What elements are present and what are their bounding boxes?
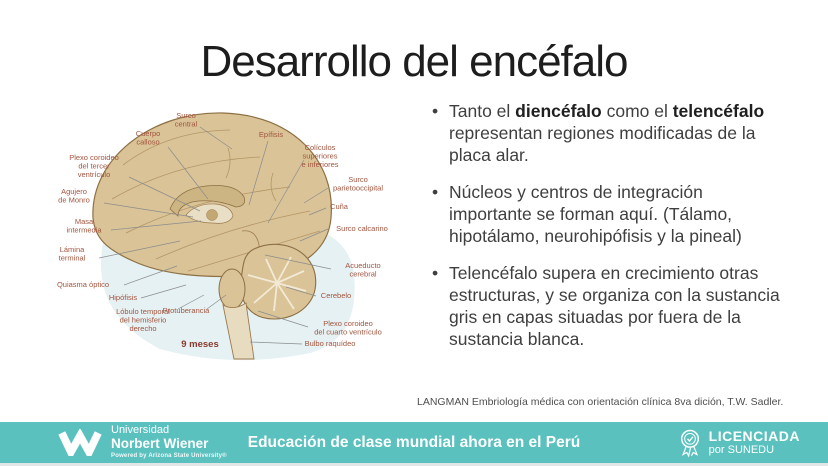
bullet-item-1: • Tanto el diencéfalo como el telencéfalo representan regiones modificadas de la placa alar. xyxy=(432,101,765,165)
diagram-label-11: Lámina terminal xyxy=(58,245,86,263)
diagram-label-6: Cuña xyxy=(330,202,348,211)
diagram-caption: 9 meses xyxy=(181,339,219,350)
diagram-label-7: Surco calcarino xyxy=(336,224,388,233)
university-name-line1: Universidad xyxy=(111,424,170,437)
footer-tagline: Educación de clase mundial ahora en el Perú xyxy=(247,433,581,451)
diagram-label-3: Epífisis xyxy=(258,130,284,139)
bullet-marker: • xyxy=(432,101,439,121)
brain-diagram xyxy=(28,103,428,373)
diagram-label-4: Colículos superiores e inferiores xyxy=(301,143,339,170)
page-title: Desarrollo del encéfalo xyxy=(200,37,628,86)
diagram-label-5: Surco parietooccipital xyxy=(332,175,384,193)
norbert-wiener-w-icon xyxy=(58,429,102,456)
license-label: LICENCIADA xyxy=(708,427,800,444)
bullet-item-2: • Núcleos y centros de integración importante se forman aquí. (Tálamo, hipotálamo, neurohipófisis y la pineal) xyxy=(432,182,742,246)
powered-by-text: Powered by Arizona State University® xyxy=(111,453,227,460)
university-logo xyxy=(58,425,227,459)
diagram-label-2: Cuerpo calloso xyxy=(135,129,161,147)
diagram-label-13: Hipófisis xyxy=(108,293,138,302)
citation-text: LANGMAN Embriología médica con orientación clínica 8va dición, T.W. Sadler. xyxy=(417,396,784,408)
diagram-label-16: Acueducto cerebral xyxy=(345,261,381,279)
diagram-label-8: Plexo coroideo del tercer ventrículo xyxy=(69,153,119,180)
footer-bar xyxy=(0,422,828,463)
bullet-list xyxy=(432,100,784,350)
diagram-label-10: Masa intermedia xyxy=(66,217,102,235)
license-issuer: por SUNEDU xyxy=(708,444,775,457)
university-name-line2: Norbert Wiener xyxy=(111,436,209,452)
bullet-marker: • xyxy=(432,263,439,283)
diagram-label-17: Cerebelo xyxy=(320,291,352,300)
diagram-label-19: Bulbo raquídeo xyxy=(304,339,356,348)
diagram-label-9: Agujero de Monro xyxy=(58,187,90,205)
brain-sagittal-illustration xyxy=(28,103,428,373)
sunedu-license-badge xyxy=(678,427,800,458)
diagram-label-15: Protuberancia xyxy=(162,306,210,315)
diagram-label-12: Quiasma óptico xyxy=(56,280,110,289)
diagram-label-18: Plexo coroideo del cuarto ventrículo xyxy=(314,319,382,337)
medal-check-icon xyxy=(678,427,702,458)
bullet-marker: • xyxy=(432,182,439,202)
bullet-item-3: • Telencéfalo supera en crecimiento otras estructuras, y se organiza con la sustancia gris en capas situadas por fuera de la sustancia blanca. xyxy=(432,263,780,349)
diagram-label-14: Lóbulo temporal del hemisferio derecho xyxy=(116,307,170,334)
bullet-column xyxy=(432,100,784,365)
diagram-label-1: Surco central xyxy=(174,111,198,129)
